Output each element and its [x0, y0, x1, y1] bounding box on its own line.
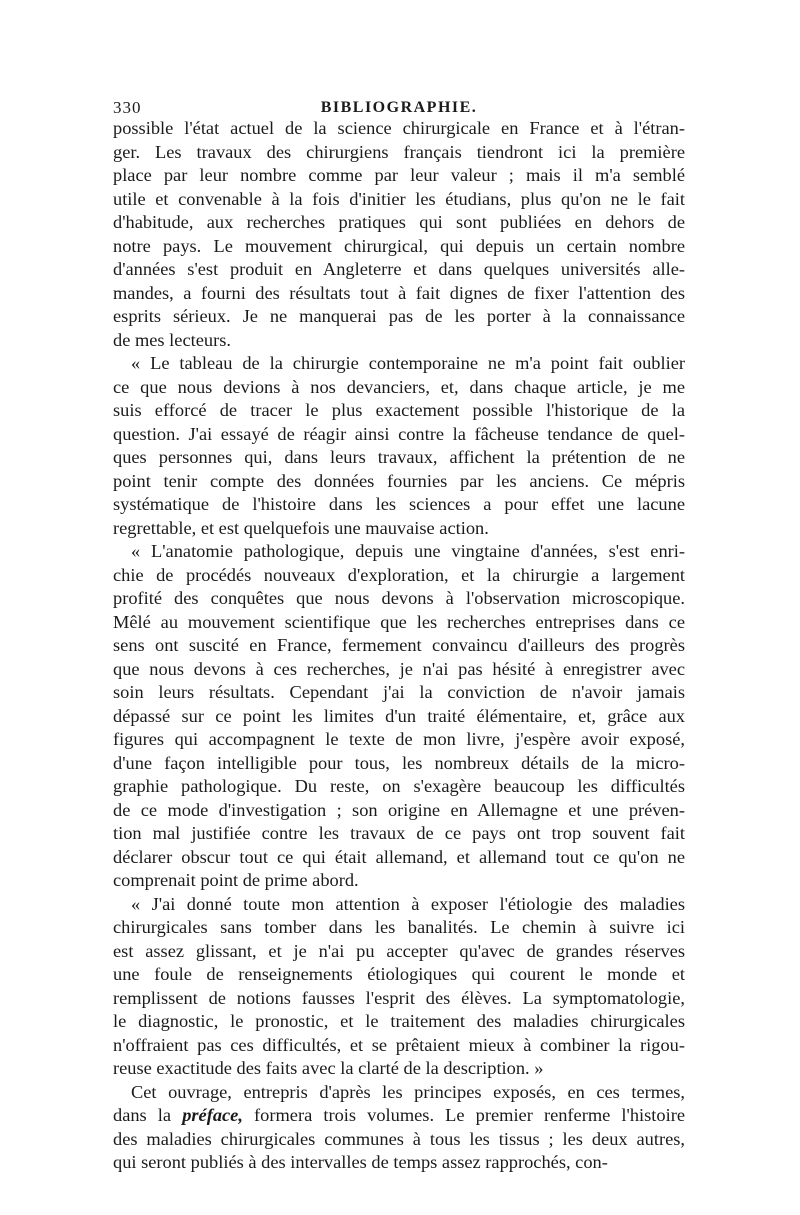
text-line: d'années s'est produit en Angleterre et dans quelques universités alle- — [113, 259, 685, 279]
text-line: qui seront publiés à des intervalles de temps assez rapprochés, con- — [113, 1152, 608, 1172]
text-line: sens ont suscité en France, fermement convaincu d'ailleurs des progrès — [113, 635, 685, 655]
paragraph — [113, 117, 685, 352]
text-line: « J'ai donné toute mon attention à exposer l'étiologie des maladies — [131, 893, 685, 914]
text-line: Mêlé au mouvement scientifique que les recherches entreprises dans ce — [113, 611, 685, 632]
text-line: tion mal justifiée contre les travaux de ce pays ont trop souvent fait — [113, 823, 685, 843]
text-line: soin leurs résultats. Cependant j'ai la conviction de n'avoir jamais — [113, 682, 685, 702]
text-line: possible l'état actuel de la science chirurgicale en France et à l'étran- — [113, 118, 685, 138]
text-line: Cet ouvrage, entrepris d'après les principes exposés, en ces termes, — [131, 1081, 685, 1102]
text-line: de mes lecteurs. — [113, 329, 231, 350]
text-line: dans la préface, formera trois volumes. Le premier renferme l'histoire — [113, 1105, 685, 1125]
text-line: graphie pathologique. Du reste, on s'exagère beaucoup les difficultés — [113, 776, 685, 796]
text-line: regrettable, et est quelquefois une mauvaise action. — [113, 517, 489, 538]
paragraph — [113, 540, 685, 893]
text-line: mandes, a fourni des résultats tout à fait dignes de fixer l'attention des — [113, 282, 685, 303]
text-line: profité des conquêtes que nous devons à l'observation microscopique. — [113, 588, 685, 608]
text-line: suis efforcé de tracer le plus exactement possible l'historique de la — [113, 400, 685, 420]
text-line: déclarer obscur tout ce qui était allemand, et allemand tout ce qu'on ne — [113, 846, 685, 867]
text-line: systématique de l'histoire dans les sciences a pour effet une lacune — [113, 494, 685, 514]
text-line: ce que nous devions à nos devanciers, et, dans chaque article, je me — [113, 376, 685, 397]
text-line: le diagnostic, le pronostic, et le traitement des maladies chirurgicales — [113, 1011, 685, 1031]
text-line: reuse exactitude des faits avec la clarté de la description. » — [113, 1058, 544, 1078]
text-line: d'une façon intelligible pour tous, les nombreux détails de la micro- — [113, 752, 685, 773]
text-line: « Le tableau de la chirurgie contemporaine ne m'a point fait oublier — [131, 353, 685, 373]
text-line: remplissent de notions fausses l'esprit des élèves. La symptomatologie, — [113, 987, 685, 1008]
text-line: des maladies chirurgicales communes à tous les tissus ; les deux autres, — [113, 1128, 685, 1149]
text-line: chirurgicales sans tomber dans les banalités. Le chemin à suivre ici — [113, 917, 685, 937]
text-line: esprits sérieux. Je ne manquerai pas de les porter à la connaissance — [113, 306, 685, 326]
text-line: utile et convenable à la fois d'initier les étudians, plus qu'on ne le fait — [113, 188, 685, 209]
text-line: question. J'ai essayé de réagir ainsi contre la fâcheuse tendance de quel- — [113, 423, 685, 444]
text-line: « L'anatomie pathologique, depuis une vingtaine d'années, s'est enri- — [131, 541, 685, 561]
text-line: place par leur nombre comme par leur valeur ; mais il m'a semblé — [113, 165, 685, 185]
page-number: 330 — [113, 98, 142, 117]
text-line: notre pays. Le mouvement chirurgical, qui depuis un certain nombre — [113, 235, 685, 256]
text-line: ques personnes qui, dans leurs travaux, affichent la prétention de ne — [113, 447, 685, 467]
paragraph — [113, 352, 685, 540]
text-line: n'offraient pas ces difficultés, et se prêtaient mieux à combiner la rigou- — [113, 1034, 685, 1055]
paragraph — [113, 893, 685, 1081]
body-text — [113, 117, 685, 1175]
text-line: chie de procédés nouveaux d'exploration, et la chirurgie a largement — [113, 564, 685, 585]
text-line: une foule de renseignements étiologiques qui courent le monde et — [113, 964, 685, 984]
text-line: est assez glissant, et je n'ai pu accepter qu'avec de grandes réserves — [113, 940, 685, 961]
text-line: de ce mode d'investigation ; son origine en Allemagne et une préven- — [113, 799, 685, 820]
running-title: BIBLIOGRAPHIE. — [320, 99, 478, 116]
text-line: figures qui accompagnent le texte de mon livre, j'espère avoir exposé, — [113, 729, 685, 749]
text-line: comprenait point de prime abord. — [113, 870, 359, 890]
text-line: que nous devons à ces recherches, je n'ai pas hésité à enregistrer avec — [113, 658, 685, 679]
paragraph — [113, 1081, 685, 1175]
text-line: d'habitude, aux recherches pratiques qui sont publiées en dehors de — [113, 212, 685, 232]
text-line: point tenir compte des données fournies par les anciens. Ce mépris — [113, 470, 685, 491]
text-line: dépassé sur ce point les limites d'un traité élémentaire, et, grâce aux — [113, 705, 685, 726]
text-line: ger. Les travaux des chirurgiens français tiendront ici la première — [113, 141, 685, 162]
